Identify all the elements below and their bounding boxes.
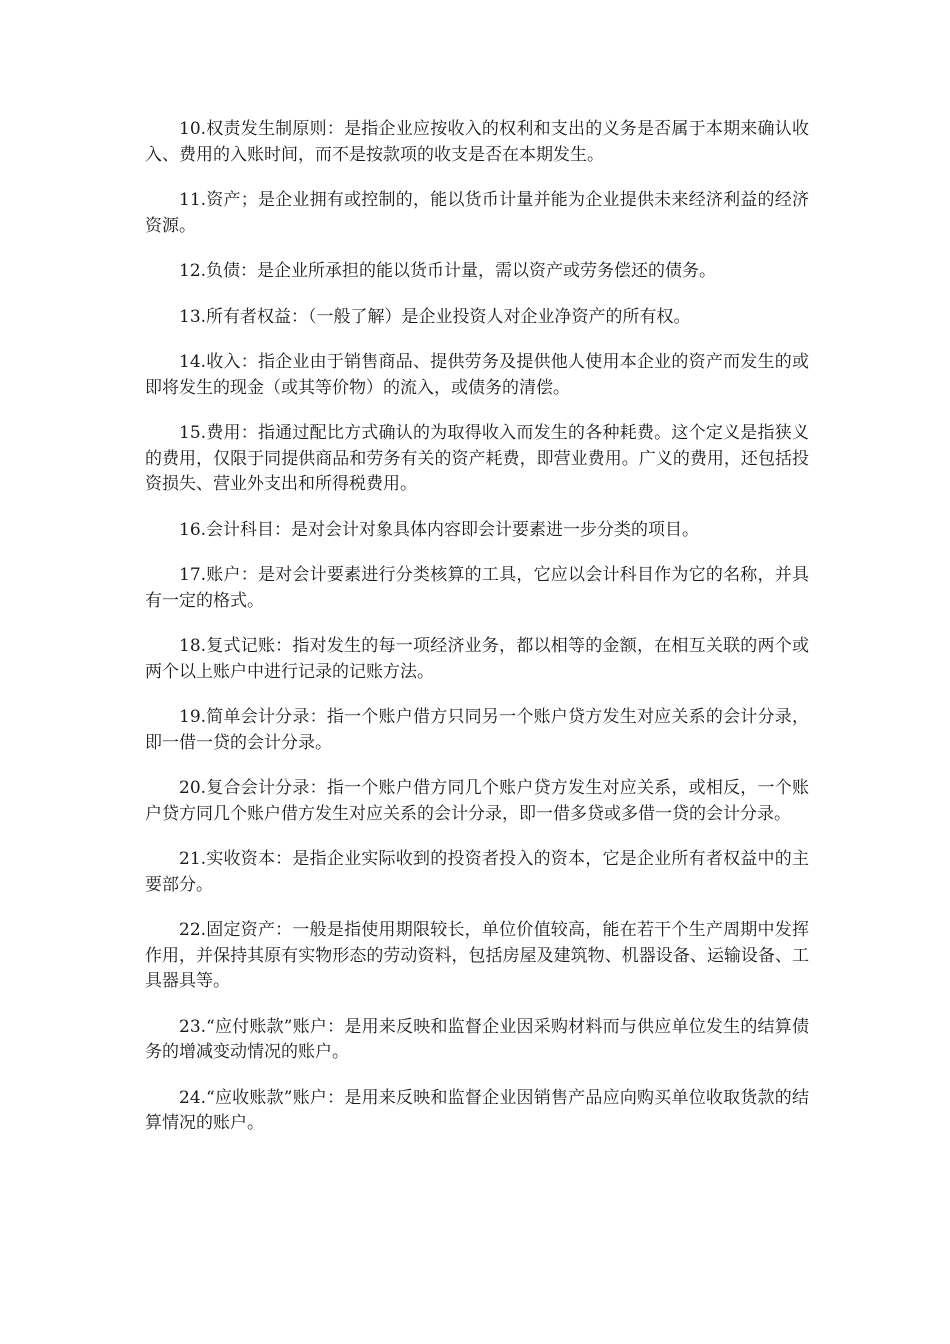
paragraph-18-double-entry: 18.复式记账：指对发生的每一项经济业务，都以相等的金额，在相互关联的两个或两个以上账户中进行记录的记账方法。 xyxy=(145,636,809,682)
paragraph-24-accounts-receivable: 24.“应收账款”账户：是用来反映和监督企业因销售产品应向购买单位收取货款的结算情况的账户。 xyxy=(145,1087,809,1133)
paragraph-14-revenue: 14.收入：指企业由于销售商品、提供劳务及提供他人使用本企业的资产而发生的或即将发生的现金（或其等价物）的流入，或债务的清偿。 xyxy=(145,352,809,398)
paragraph-16-accounting-subjects: 16.会计科目：是对会计对象具体内容即会计要素进一步分类的项目。 xyxy=(179,519,700,540)
paragraph-22-fixed-assets: 22.固定资产：一般是指使用期限较长，单位价值较高，能在若干个生产周期中发挥作用，并保持其原有实物形态的劳动资料，包括房屋及建筑物、机器设备、运输设备、工具器具等。 xyxy=(145,920,809,991)
paragraph-10-accrual-principle: 10.权责发生制原则：是指企业应按收入的权利和支出的义务是否属于本期来确认收入、费用的入账时间，而不是按款项的收支是否在本期发生。 xyxy=(145,119,809,165)
paragraph-13-owners-equity: 13.所有者权益：（一般了解）是企业投资人对企业净资产的所有权。 xyxy=(179,306,691,327)
paragraph-11-assets: 11.资产；是企业拥有或控制的，能以货币计量并能为企业提供未来经济利益的经济资源。 xyxy=(145,190,809,236)
paragraph-21-paid-in-capital: 21.实收资本：是指企业实际收到的投资者投入的资本，它是企业所有者权益中的主要部分。 xyxy=(145,849,809,895)
paragraph-12-liabilities: 12.负债：是企业所承担的能以货币计量，需以资产或劳务偿还的债务。 xyxy=(179,261,717,281)
paragraph-23-accounts-payable: 23.“应付账款”账户：是用来反映和监督企业因采购材料而与供应单位发生的结算债务的增减变动情况的账户。 xyxy=(145,1016,809,1062)
paragraph-17-accounts: 17.账户：是对会计要素进行分类核算的工具，它应以会计科目作为它的名称，并具有一定的格式。 xyxy=(145,565,809,611)
paragraph-15-expenses: 15.费用：指通过配比方式确认的为取得收入而发生的各种耗费。这个定义是指狭义的费用，仅限于同提供商品和劳务有关的资产耗费，即营业费用。广义的费用，还包括投资损失、营业外支出和所得税费用。 xyxy=(145,423,809,494)
document-page xyxy=(145,117,809,1157)
paragraph-20-compound-journal-entry: 20.复合会计分录：指一个账户借方同几个账户贷方发生对应关系，或相反，一个账户贷方同几个账户借方发生对应关系的会计分录，即一借多贷或多借一贷的会计分录。 xyxy=(145,778,809,824)
paragraph-19-simple-journal-entry: 19.简单会计分录：指一个账户借方只同另一个账户贷方发生对应关系的会计分录，即一借一贷的会计分录。 xyxy=(145,707,809,753)
